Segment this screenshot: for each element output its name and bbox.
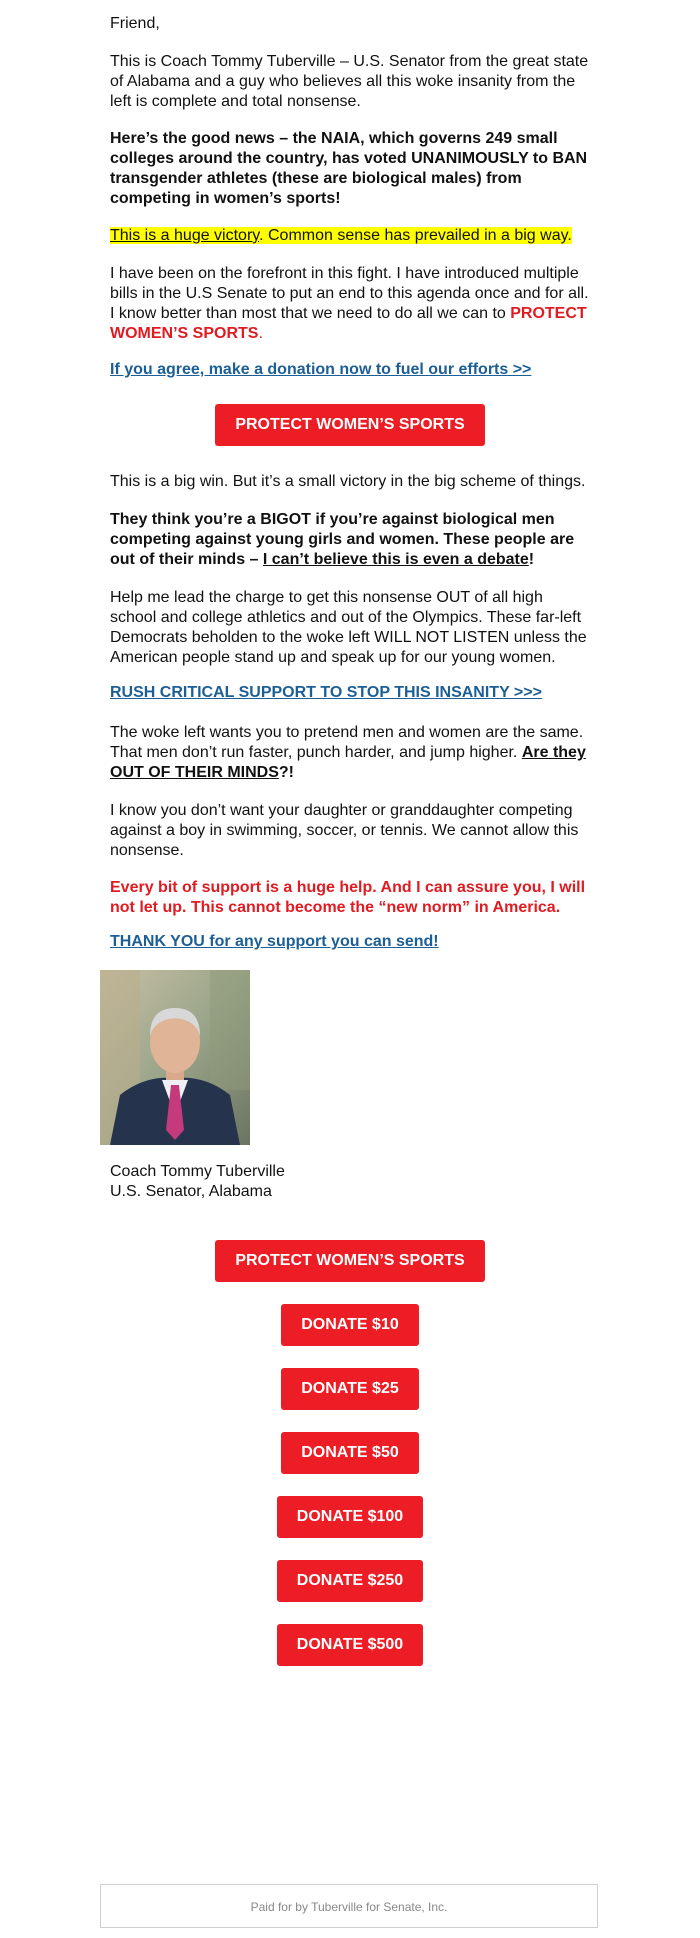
paid-for-footer: Paid for by Tuberville for Senate, Inc. [100, 1884, 598, 1928]
victory-underlined: This is a huge victory [110, 227, 260, 244]
woke-left-paragraph [110, 723, 590, 783]
signature-name: Coach Tommy Tuberville [110, 1163, 285, 1180]
rush-support-link[interactable]: RUSH CRITICAL SUPPORT TO STOP THIS INSANITY >>> [110, 684, 542, 701]
greeting: Friend, [110, 15, 160, 32]
debate-underlined: I can’t believe this is even a debate [262, 551, 529, 568]
donate-500-button[interactable]: DONATE $500 [277, 1624, 423, 1666]
thank-you-link[interactable]: THANK YOU for any support you can send! [110, 933, 439, 950]
donate-10-button[interactable]: DONATE $10 [281, 1304, 419, 1346]
donate-25-row [0, 1368, 700, 1410]
support-paragraph: Every bit of support is a huge help. And I can assure you, I will not let up. This cannot become the “new norm” in America. [110, 879, 586, 916]
woke-left-end: ?! [278, 764, 294, 781]
daughter-paragraph: I know you don’t want your daughter or granddaughter competing against a boy in swimming, soccer, or tennis. We cannot allow this nonsense. [110, 802, 579, 859]
good-news-paragraph: Here’s the good news – the NAIA, which governs 249 small colleges around the country, has voted UNANIMOUSLY to BAN transgender athletes (these are biological males) from competing in women’s sports! [110, 130, 588, 207]
protect-womens-sports-button[interactable]: PROTECT WOMEN’S SPORTS [215, 404, 485, 446]
forefront-end: . [258, 325, 263, 342]
protect-button-row-bottom [0, 1240, 700, 1282]
donate-50-row [0, 1432, 700, 1474]
protect-button-row-top [0, 404, 700, 446]
donate-50-button[interactable]: DONATE $50 [281, 1432, 419, 1474]
woke-left-text: The woke left wants you to pretend men and women are the same. That men don’t run faster, punch harder, and jump higher. [110, 724, 584, 761]
donate-10-row [0, 1304, 700, 1346]
protect-womens-sports-text: PROTECT WOMEN’S SPORTS [110, 305, 587, 342]
small-victory-paragraph: This is a big win. But it’s a small victory in the big scheme of things. [110, 473, 586, 490]
signature-title: U.S. Senator, Alabama [110, 1183, 272, 1200]
bigot-end: ! [528, 551, 535, 568]
protect-womens-sports-button-bottom[interactable]: PROTECT WOMEN’S SPORTS [215, 1240, 485, 1282]
donate-fuel-link[interactable]: If you agree, make a donation now to fuel our efforts >> [110, 361, 532, 378]
forefront-paragraph [110, 264, 590, 344]
lead-charge-paragraph: Help me lead the charge to get this nonsense OUT of all high school and college athletics and out of the Olympics. These far-left Democrats beholden to the woke left WILL NOT LISTEN unless the American people stand up and speak up for our young women. [110, 589, 587, 666]
bigot-paragraph [110, 510, 590, 570]
bigot-text: They think you’re a BIGOT if you’re against biological men competing against young girls and women. These people are out of their minds – [110, 511, 575, 568]
donate-250-button[interactable]: DONATE $250 [277, 1560, 423, 1602]
out-of-minds-underlined: Are they OUT OF THEIR MINDS [110, 744, 586, 781]
forefront-text: I have been on the forefront in this fight. I have introduced multiple bills in the U.S Senate to put an end to this agenda once and for all. I know better than most that we need to do all we can to [110, 265, 589, 322]
victory-paragraph [110, 226, 572, 246]
victory-rest: . Common sense has prevailed in a big way. [259, 227, 572, 244]
senator-photo [100, 970, 250, 1145]
donate-250-row [0, 1560, 700, 1602]
donate-500-row [0, 1624, 700, 1666]
donate-100-button[interactable]: DONATE $100 [277, 1496, 423, 1538]
donate-100-row [0, 1496, 700, 1538]
intro-paragraph: This is Coach Tommy Tuberville – U.S. Senator from the great state of Alabama and a guy who believes all this woke insanity from the left is complete and total nonsense. [110, 53, 589, 110]
donate-25-button[interactable]: DONATE $25 [281, 1368, 419, 1410]
